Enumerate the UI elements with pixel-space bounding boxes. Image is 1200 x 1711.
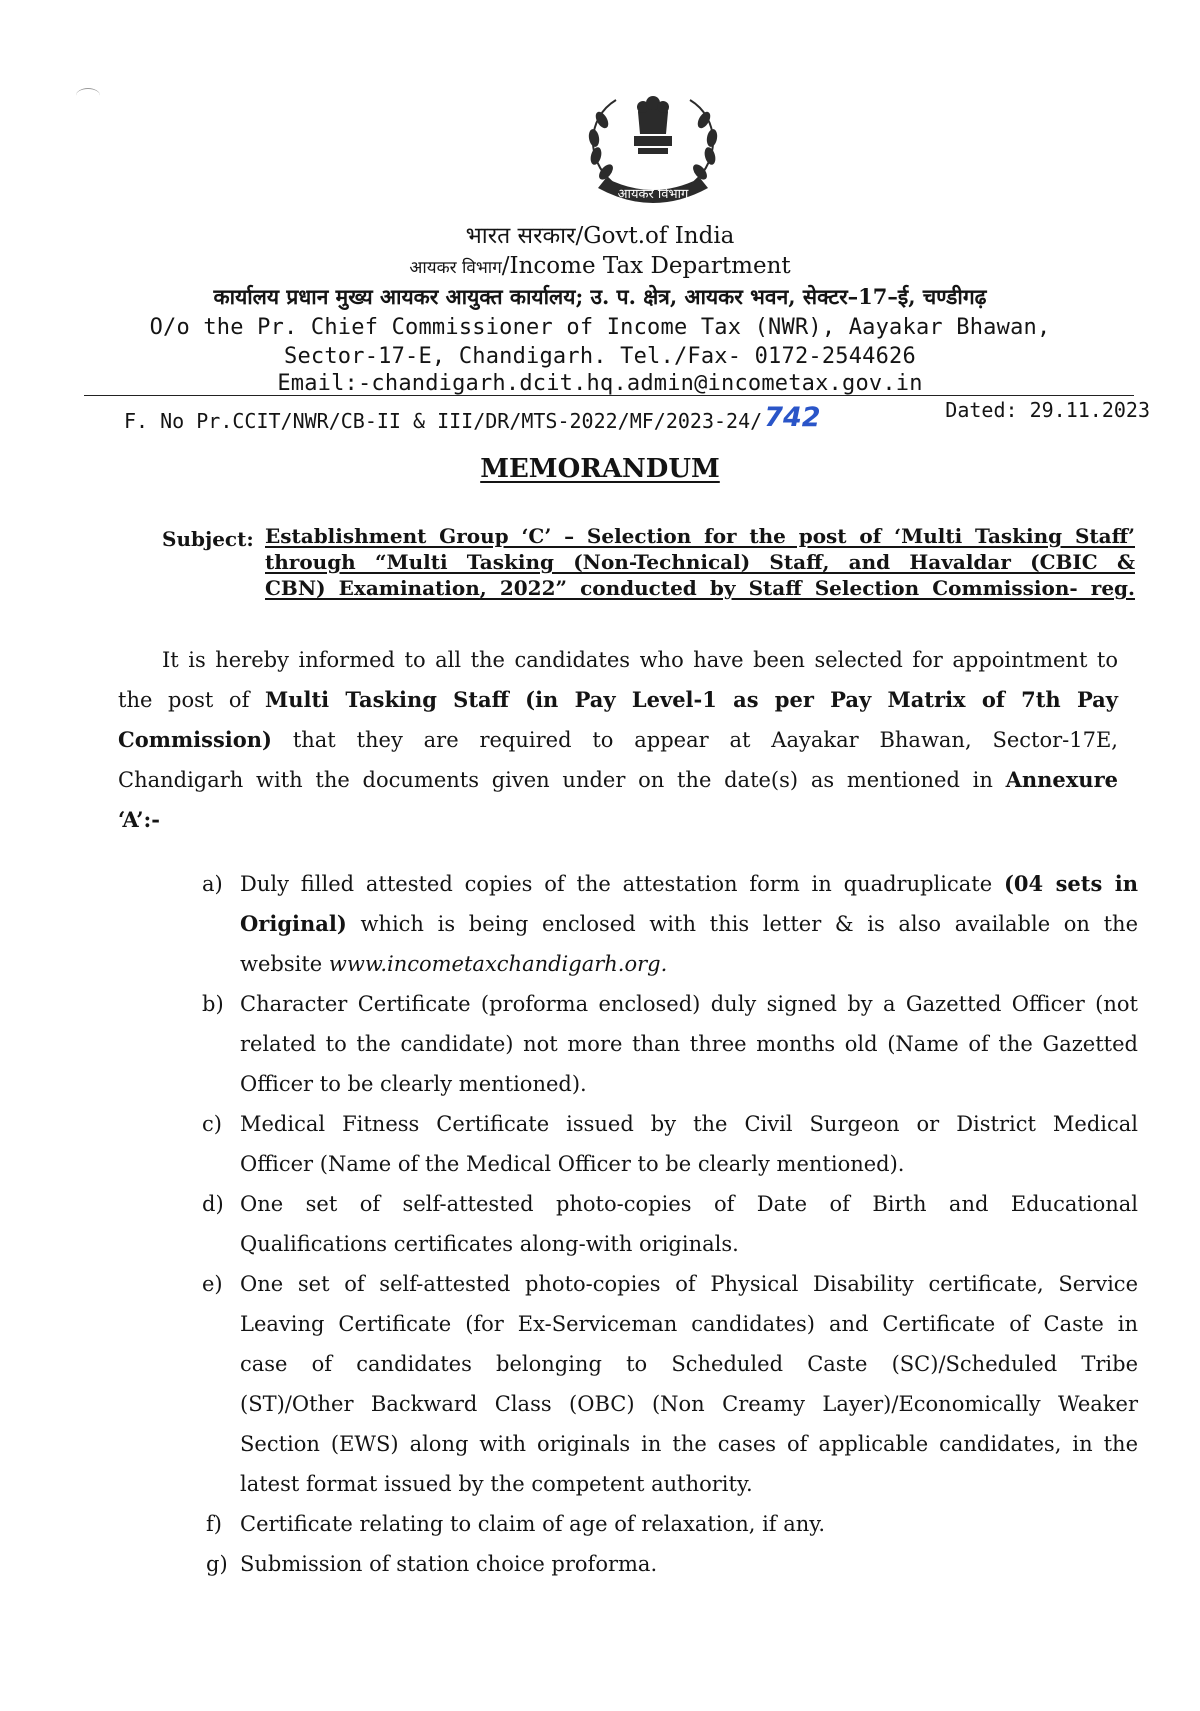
file-number-handwritten: 742 bbox=[764, 402, 821, 433]
intro-line-4: Chandigarh with the documents given under on the date(s) as mentioned in Annexure bbox=[118, 767, 1118, 792]
item-e-line-5: Section (EWS) along with originals in the cases of applicable candidates, in the bbox=[240, 1432, 1138, 1456]
item-e-line-1: One set of self-attested photo-copies of Physical Disability certificate, Service bbox=[240, 1272, 1138, 1296]
item-d-label: d) bbox=[202, 1192, 224, 1216]
document-date: Dated: 29.11.2023 bbox=[945, 398, 1150, 422]
item-b-label: b) bbox=[202, 992, 224, 1016]
file-number bbox=[124, 404, 821, 435]
item-d-line-1: One set of self-attested photo-copies of Date of Birth and Educational bbox=[240, 1192, 1138, 1216]
item-c-line-1: Medical Fitness Certificate issued by the Civil Surgeon or District Medical bbox=[240, 1112, 1138, 1136]
intro-line-5: ‘A’:- bbox=[118, 807, 160, 832]
intro-line-2: the post of Multi Tasking Staff (in Pay Level-1 as per Pay Matrix of 7th Pay bbox=[118, 687, 1118, 712]
item-e-line-2: Leaving Certificate (for Ex-Serviceman candidates) and Certificate of Caste in bbox=[240, 1312, 1138, 1336]
item-b-line-1: Character Certificate (proforma enclosed) duly signed by a Gazetted Officer (not bbox=[240, 992, 1138, 1016]
item-c-label: c) bbox=[202, 1112, 222, 1136]
website-link: www.incometaxchandigarh.org. bbox=[328, 952, 668, 976]
intro-line-3: Commission) that they are required to appear at Aayakar Bhawan, Sector-17E, bbox=[118, 727, 1118, 752]
income-tax-emblem-icon bbox=[572, 90, 734, 220]
header-divider bbox=[84, 395, 1134, 396]
header-govt-english: Govt.of India bbox=[583, 223, 735, 249]
item-b-line-2: related to the candidate) not more than three months old (Name of the Gazetted bbox=[240, 1032, 1138, 1056]
header-govt-hindi: भारत सरकार bbox=[465, 223, 576, 249]
document-title: MEMORANDUM bbox=[480, 454, 720, 484]
item-a-line-1: Duly filled attested copies of the attestation form in quadruplicate (04 sets in bbox=[240, 871, 1138, 896]
item-e-label: e) bbox=[202, 1272, 223, 1296]
intro-line-1: It is hereby informed to all the candidates who have been selected for appointment to bbox=[162, 648, 1118, 672]
item-c-line-2: Officer (Name of the Medical Officer to be clearly mentioned). bbox=[240, 1152, 905, 1176]
item-a-line-3: website www.incometaxchandigarh.org. bbox=[240, 952, 668, 976]
header-dept-hindi: आयकर विभाग bbox=[409, 258, 502, 278]
header-office-hindi: कार्यालय प्रधान मुख्य आयकर आयुक्त कार्यालय; उ. प. क्षेत्र, आयकर भवन, सेक्टर–17–ई, चण्डीगढ़ bbox=[213, 284, 987, 309]
subject-label: Subject: bbox=[162, 527, 254, 551]
item-e-line-4: (ST)/Other Backward Class (OBC) (Non Creamy Layer)/Economically Weaker bbox=[240, 1392, 1138, 1416]
header-line-department: आयकर विभाग/Income Tax Department bbox=[409, 253, 791, 279]
header-line-govt: भारत सरकार/Govt.of India bbox=[465, 223, 735, 249]
header-address: Sector-17-E, Chandigarh. Tel./Fax- 0172-2544626 bbox=[284, 344, 916, 369]
item-g-label: g) bbox=[206, 1552, 228, 1576]
emblem-ribbon-text: आयकर विभाग bbox=[617, 187, 689, 202]
item-a-line-2: Original) which is being enclosed with this letter & is also available on the bbox=[240, 911, 1138, 936]
item-e-line-3: case of candidates belonging to Scheduled Caste (SC)/Scheduled Tribe bbox=[240, 1352, 1138, 1376]
item-f-label: f) bbox=[206, 1512, 222, 1536]
header-dept-english: Income Tax Department bbox=[509, 253, 791, 279]
subject-line-1: Establishment Group ‘C’ – Selection for the post of ‘Multi Tasking Staff’ bbox=[265, 524, 1135, 548]
item-e-line-6: latest format issued by the competent authority. bbox=[240, 1472, 753, 1496]
item-g-line-1: Submission of station choice proforma. bbox=[240, 1552, 658, 1576]
subject-line-2: through “Multi Tasking (Non-Technical) Staff, and Havaldar (CBIC & bbox=[265, 550, 1135, 574]
item-b-line-3: Officer to be clearly mentioned). bbox=[240, 1072, 587, 1096]
item-f-line-1: Certificate relating to claim of age of relaxation, if any. bbox=[240, 1512, 826, 1536]
file-number-printed: F. No Pr.CCIT/NWR/CB-II & III/DR/MTS-2022/MF/2023-24/ bbox=[124, 409, 763, 433]
subject-line-3: CBN) Examination, 2022” conducted by Staff Selection Commission- reg. bbox=[265, 576, 1135, 600]
header-office-english: O/o the Pr. Chief Commissioner of Income Tax (NWR), Aayakar Bhawan, bbox=[149, 315, 1051, 340]
scan-artifact bbox=[76, 88, 100, 103]
header-email: Email:-chandigarh.dcit.hq.admin@incometax.gov.in bbox=[277, 371, 923, 396]
item-d-line-2: Qualifications certificates along-with originals. bbox=[240, 1232, 739, 1256]
item-a-label: a) bbox=[202, 872, 223, 896]
